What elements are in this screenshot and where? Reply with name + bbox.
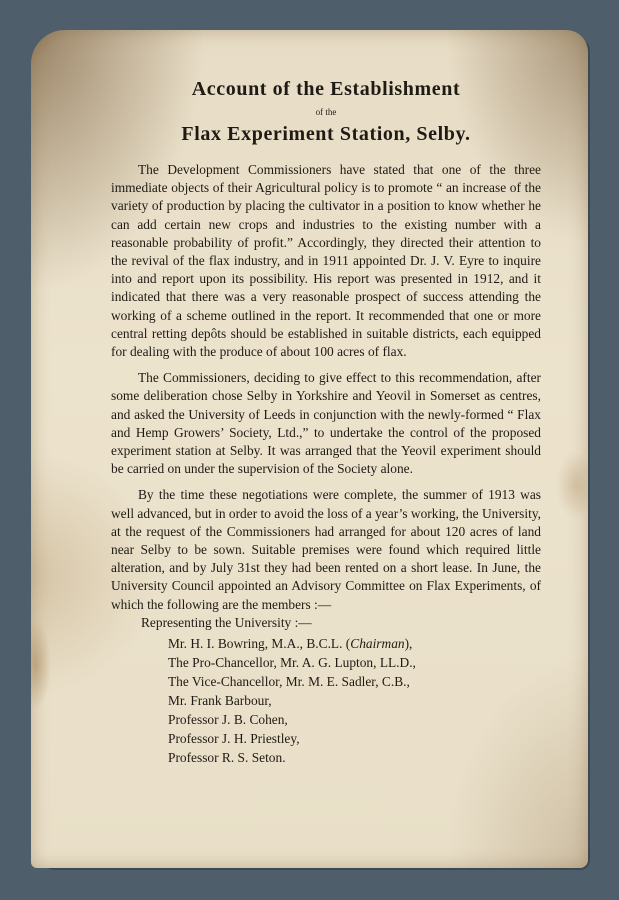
committee-member: Mr. Frank Barbour, <box>168 693 272 709</box>
paragraph-1: The Development Commissioners have stated that one of the three immediate objects of their Agricultural policy is to promote “ an increase of the variety of production by placing the cultivator in a position to know whether he can add certain new crops and industries to the existing number with a reasonable probability of profit.” Accordingly, they directed their attention to the revival of the flax industry, and in 1911 appointed Dr. J. V. Eyre to inquire into and report upon its possibility. His report was presented in 1912, and it indicated that there was a very reasonable prospect of success attending the working of a scheme outlined in the report. It recommended that one or more central retting depôts should be established in suitable districts, each equipped for dealing with the produce of about 100 acres of flax. <box>111 162 541 360</box>
title-connector: of the <box>315 107 337 117</box>
chairman-end: ), <box>404 636 413 652</box>
document-page <box>31 30 588 868</box>
paper-stain <box>556 450 588 520</box>
committee-member: The Vice-Chancellor, Mr. M. E. Sadler, C.B., <box>168 674 410 690</box>
document-subtitle: Flax Experiment Station, Selby. <box>181 123 471 145</box>
paragraph-2: The Commissioners, deciding to give effect to this recommendation, after some deliberation chose Selby in Yorkshire and Yeovil in Somerset as centres, and asked the University of Leeds in conjunction with the newly-formed “ Flax and Hemp Growers’ Society, Ltd.,” to undertake the control of the proposed experiment station at Selby. It was arranged that the Yeovil experiment should be carried on under the supervision of the Society alone. <box>111 370 541 477</box>
committee-member: Professor J. B. Cohen, <box>168 712 288 728</box>
committee-member: Professor J. H. Priestley, <box>168 731 300 747</box>
chairman-name: Mr. H. I. Bowring, M.A., B.C.L. ( <box>168 636 351 652</box>
document-body <box>111 161 541 767</box>
document-content <box>111 76 541 767</box>
committee-members-list <box>111 634 541 767</box>
committee-member: The Pro-Chancellor, Mr. A. G. Lupton, LL.D., <box>168 655 416 671</box>
representing-heading: Representing the University :— <box>141 614 312 630</box>
committee-member-chairman <box>168 634 541 653</box>
paper-stain <box>31 620 51 710</box>
chairman-role: Chairman <box>350 636 405 652</box>
document-title: Account of the Establishment <box>191 78 461 100</box>
paragraph-3: By the time these negotiations were complete, the summer of 1913 was well advanced, but in order to avoid the loss of a year’s working, the University, at the request of the Commissioners had arranged for about 120 acres of land near Selby to be sown. Suitable premises were found which required little alteration, and by July 31st they had been rented on a short lease. In June, the University Council appointed an Advisory Committee on Flax Experiments, of which the following are the members :— <box>111 487 541 612</box>
committee-member: Professor R. S. Seton. <box>168 750 286 766</box>
